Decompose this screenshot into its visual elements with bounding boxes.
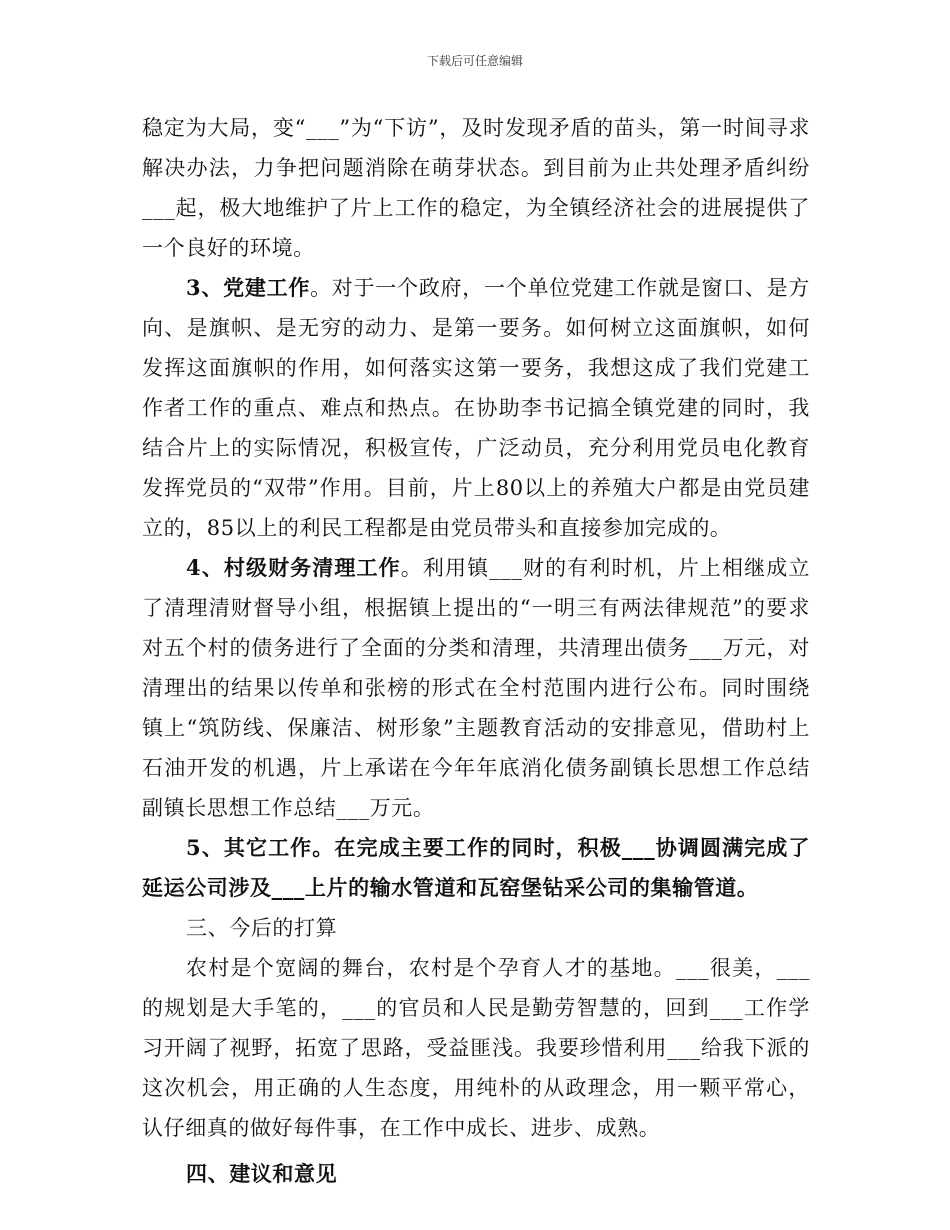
paragraph-village-finance-body: 。利用镇___财的有利时机，片上相继成立了清理清财督导小组，根据镇上提出的“一明三有两法律规范”的要求对五个村的债务进行了全面的分类和清理，共清理出债务___万元，对清理出的结果以传单和张榜的形式在全村范围内进行公布。同时围绕镇上“筑防线、保廉洁、树形象”主题教育活动的安排意见，借助村上石油开发的机遇，片上承诺在今年年底消化债务副镇长思想工作总结副镇长思想工作总结___万元。: [142, 556, 810, 820]
paragraph-stability: 稳定为大局，变“___”为“下访”，及时发现矛盾的苗头，第一时间寻求解决办法，力争把问题消除在萌芽状态。到目前为止共处理矛盾纠纷___起，极大地维护了片上工作的稳定，为全镇经济社会的进展提供了一个良好的环境。: [142, 116, 810, 260]
section-heading-future-plans: 三、今后的打算: [186, 916, 338, 940]
page-header: 下载后可任意编辑: [426, 54, 523, 68]
section-title-village-finance: 4、村级财务清理工作: [186, 555, 401, 580]
paragraph-village-finance: [142, 548, 810, 828]
section-title-party-building: 3、党建工作: [186, 275, 311, 300]
paragraph-other-work: 5、其它工作。在完成主要工作的同时，积极___协调圆满完成了延运公司涉及___上片的输水管道和瓦窑堡钻采公司的集输管道。: [142, 835, 810, 900]
paragraph-party-building-body: 。对于一个政府，一个单位党建工作就是窗口、是方向、是旗帜、是无穷的动力、是第一要务。如何树立这面旗帜，如何发挥这面旗帜的作用，如何落实这第一要务，我想这成了我们党建工作者工作的重点、难点和热点。在协助李书记搞全镇党建的同时，我结合片上的实际情况，积极宣传，广泛动员，充分利用党员电化教育发挥党员的“双带”作用。目前，片上80以上的养殖大户都是由党员建立的，85以上的利民工程都是由党员带头和直接参加完成的。: [142, 276, 810, 540]
paragraph-party-building: [142, 268, 810, 548]
paragraph-future-plans: 农村是个宽阔的舞台，农村是个孕育人才的基地。___很美，___的规划是大手笔的，___的官员和人民是勤劳智慧的，回到___工作学习开阔了视野，拓宽了思路，受益匪浅。我要珍惜利用___给我下派的这次机会，用正确的人生态度，用纯朴的从政理念，用一颗平常心，认仔细真的做好每件事，在工作中成长、进步、成熟。: [142, 956, 810, 1140]
section-heading-suggestions: 四、建议和意见: [186, 1161, 338, 1186]
document-body: [142, 108, 810, 1194]
